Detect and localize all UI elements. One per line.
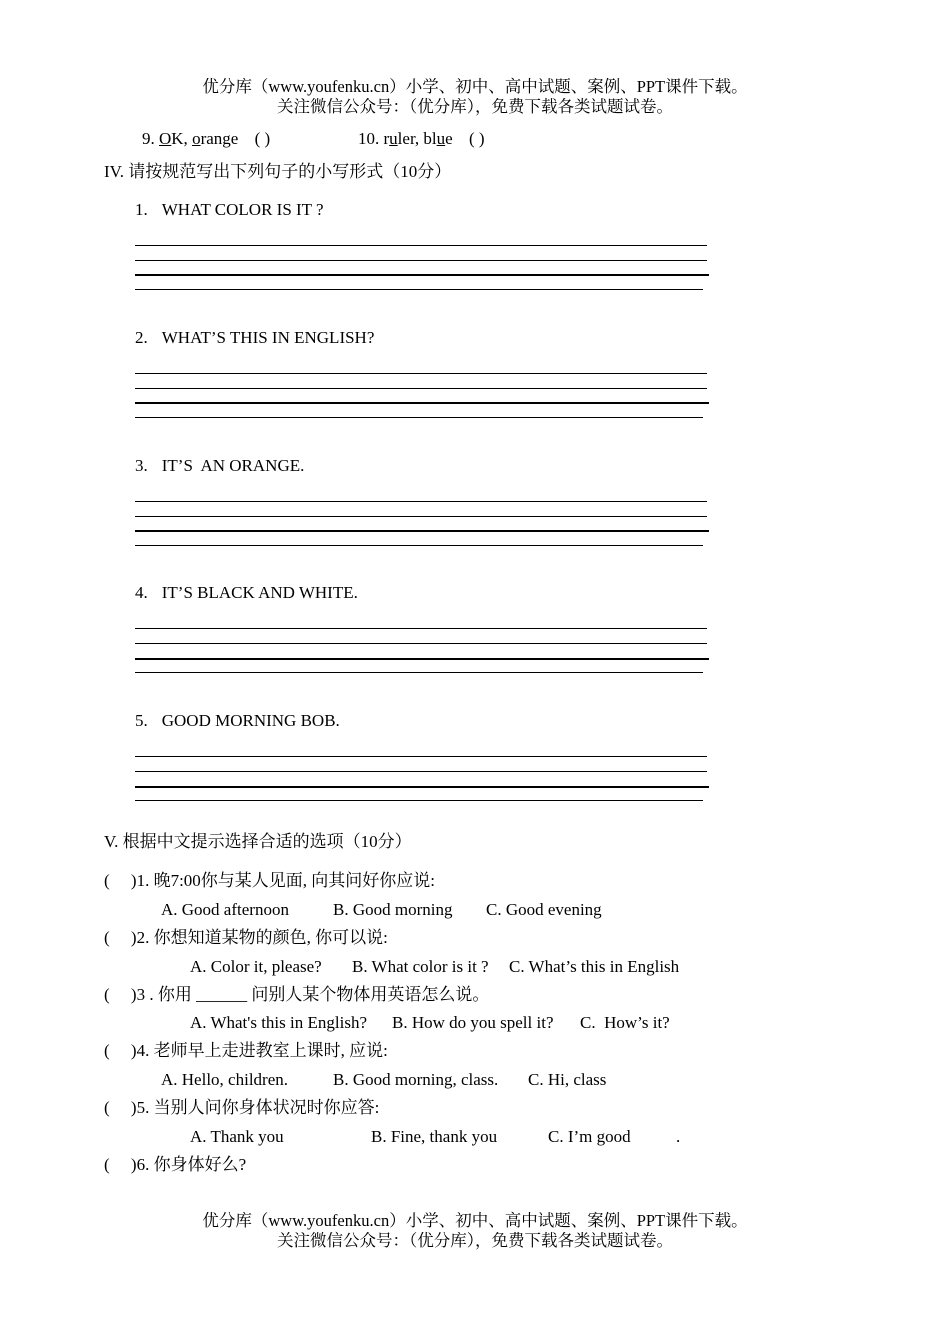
sentence-item-2: 2. WHAT’S THIS IN ENGLISH? xyxy=(135,328,375,347)
question-stem-5[interactable]: ( )5. 当别人问你身体状况时你应答: xyxy=(104,1098,380,1117)
option-5c[interactable]: C. I’m good xyxy=(548,1127,631,1146)
trailing-period: . xyxy=(676,1127,681,1146)
question-stem-1[interactable]: ( )1. 晚7:00你与某人见面, 向其问好你应说: xyxy=(104,871,436,890)
option-1b[interactable]: B. Good morning xyxy=(333,900,453,919)
page-header-line-2: 关注微信公众号：（优分库），免费下载各类试题试卷。 xyxy=(277,97,673,116)
page-footer-line-2: 关注微信公众号：（优分库），免费下载各类试题试卷。 xyxy=(277,1231,673,1250)
page-header-line-1: 优分库（www.youfenku.cn）小学、初中、高中试题、案例、PPT课件下载。 xyxy=(202,77,748,96)
options-4 xyxy=(161,1070,607,1090)
sentence-item-4: 4. IT’S BLACK AND WHITE. xyxy=(135,583,358,602)
option-3a[interactable]: A. What's this in English? xyxy=(190,1013,367,1032)
option-2a[interactable]: A. Color it, please? xyxy=(190,957,322,976)
options-3 xyxy=(190,1013,670,1033)
option-3b[interactable]: B. How do you spell it? xyxy=(392,1013,554,1032)
section-5-title: V. 根据中文提示选择合适的选项（10分） xyxy=(104,832,412,851)
option-1a[interactable]: A. Good afternoon xyxy=(161,900,289,919)
options-5 xyxy=(190,1127,681,1147)
option-2c[interactable]: C. What’s this in English xyxy=(509,957,680,976)
option-1c[interactable]: C. Good evening xyxy=(486,900,602,919)
sentence-item-3: 3. IT’S AN ORANGE. xyxy=(135,456,305,475)
sentence-item-5: 5. GOOD MORNING BOB. xyxy=(135,711,340,730)
question-10: 10. ruler, blue ( ) xyxy=(358,129,485,148)
option-2b[interactable]: B. What color is it ? xyxy=(352,957,489,976)
question-stem-4[interactable]: ( )4. 老师早上走进教室上课时, 应说: xyxy=(104,1041,388,1060)
answer-blank-9[interactable]: ( ) xyxy=(254,129,271,148)
question-9: 9. OK, orange ( ) xyxy=(142,129,271,148)
question-stem-6[interactable]: ( )6. 你身体好么? xyxy=(104,1155,247,1174)
answer-blank-10[interactable]: ( ) xyxy=(468,129,485,148)
question-stem-2[interactable]: ( )2. 你想知道某物的颜色, 你可以说: xyxy=(104,928,388,947)
option-4c[interactable]: C. Hi, class xyxy=(528,1070,607,1089)
options-1 xyxy=(161,900,602,920)
sentence-item-1: 1. WHAT COLOR IS IT ? xyxy=(135,200,324,219)
option-4b[interactable]: B. Good morning, class. xyxy=(333,1070,499,1089)
option-4a[interactable]: A. Hello, children. xyxy=(161,1070,288,1089)
options-2 xyxy=(190,957,680,977)
question-stem-3[interactable]: ( )3 . 你用 ______ 问别人某个物体用英语怎么说。 xyxy=(104,985,490,1004)
option-3c[interactable]: C. How’s it? xyxy=(580,1013,670,1032)
option-5b[interactable]: B. Fine, thank you xyxy=(371,1127,498,1146)
page-footer-line-1: 优分库（www.youfenku.cn）小学、初中、高中试题、案例、PPT课件下载。 xyxy=(202,1211,748,1230)
section-4-title: IV. 请按规范写出下列句子的小写形式（10分） xyxy=(104,162,452,181)
option-5a[interactable]: A. Thank you xyxy=(190,1127,284,1146)
